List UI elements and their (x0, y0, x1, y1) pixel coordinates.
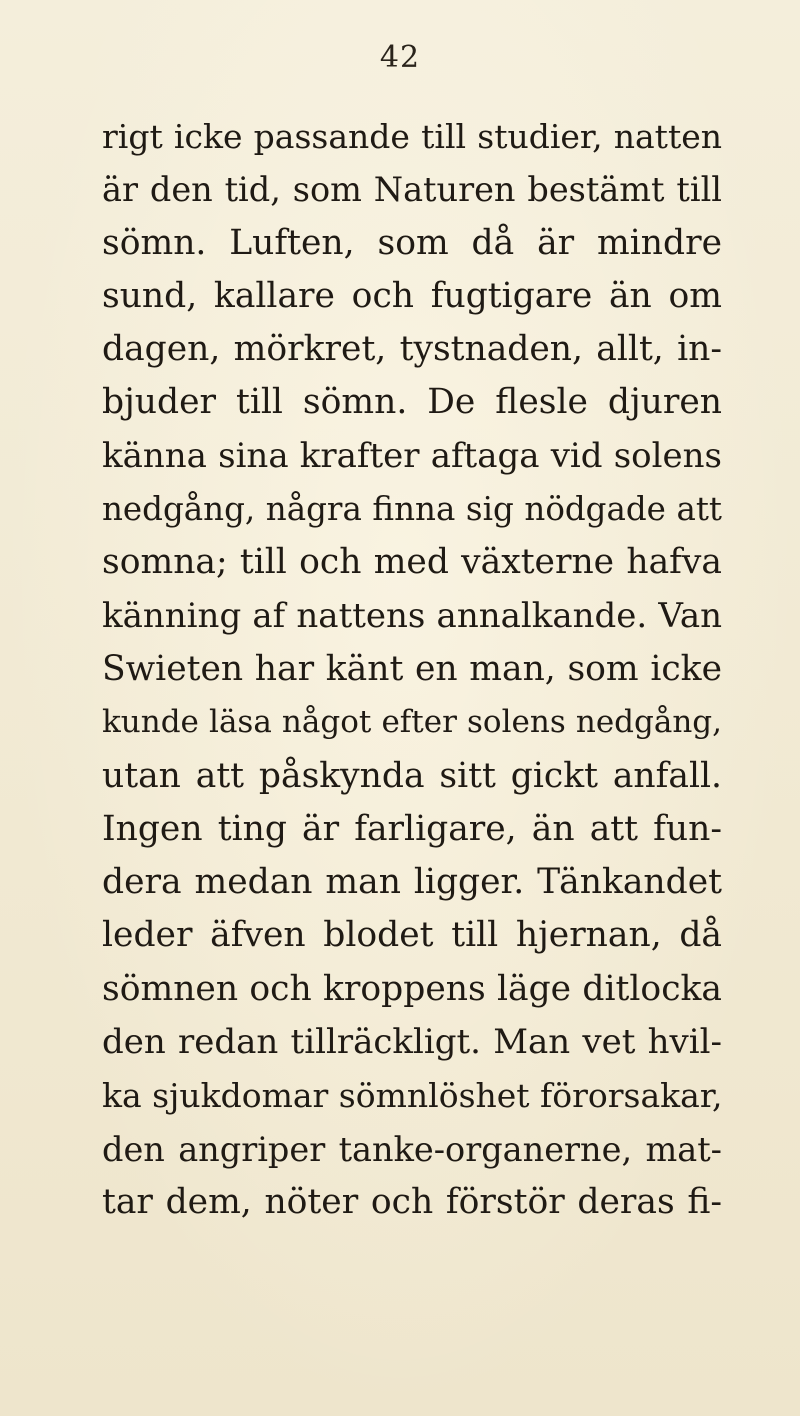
text-line: rigt icke passande till studier, natten (102, 117, 722, 156)
text-line: Ingen ting är farligare, än att fun- (102, 808, 722, 849)
text-line: dera medan man ligger. Tänkandet (102, 862, 722, 903)
text-line: utan att påskynda sitt gickt anfall. (102, 755, 722, 796)
text-line: är den tid, som Naturen bestämt till (102, 170, 722, 210)
text-line: dagen, mörkret, tystnaden, allt, in- (102, 329, 722, 370)
text-line: sund, kallare och fugtigare än om (102, 275, 722, 316)
text-line: sömn. Luften, som då är mindre (102, 222, 722, 263)
text-line: känna sina krafter aftaga vid solens (102, 435, 722, 476)
text-line: den angriper tanke-organerne, mat- (102, 1129, 722, 1169)
text-line: bjuder till sömn. De flesle djuren (102, 382, 722, 423)
text-line: känning af nattens annalkande. Van (102, 595, 722, 636)
text-line: Swieten har känt en man, som icke (102, 648, 722, 689)
text-line: leder äfven blodet till hjernan, då (102, 915, 722, 956)
text-line: nedgång, några finna sig nödgade att (102, 490, 722, 529)
text-line: tar dem, nöter och förstör deras fi- (102, 1181, 722, 1222)
text-line: kunde läsa något efter solens nedgång, (102, 704, 722, 741)
text-line: sömnen och kroppens läge ditlocka (102, 968, 722, 1009)
body-text (102, 110, 722, 1229)
page-number: 42 (379, 40, 421, 75)
text-line: ka sjukdomar sömnlöshet förorsakar, (102, 1076, 722, 1116)
text-line: den redan tillräckligt. Man vet hvil- (102, 1022, 722, 1063)
text-line: somna; till och med växterne hafva (102, 542, 722, 583)
